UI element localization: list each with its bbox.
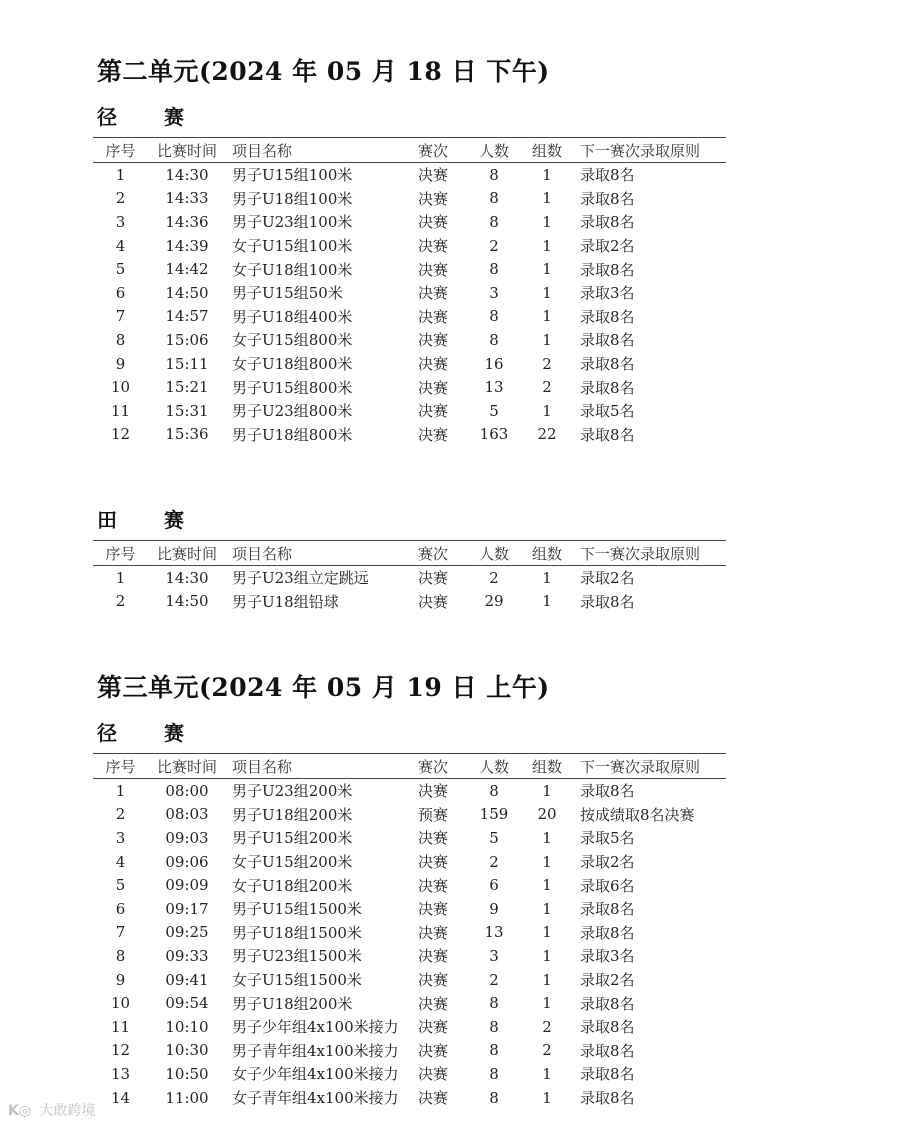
cell-event-name: 男子U18组200米 <box>232 805 353 824</box>
cell-time: 15:06 <box>165 330 209 349</box>
cell-event-name: 女子少年组4x100米接力 <box>232 1065 399 1084</box>
cell-time: 08:03 <box>165 805 209 824</box>
cell-round: 决赛 <box>418 1089 449 1108</box>
cell-time: 14:57 <box>165 307 209 326</box>
table-row <box>93 968 726 992</box>
table-row <box>93 163 726 187</box>
cell-advance-rule: 录取8名 <box>580 331 635 350</box>
cell-time: 15:11 <box>165 354 209 373</box>
table-row <box>93 991 726 1015</box>
cell-groups: 1 <box>542 236 552 255</box>
cell-seq: 2 <box>115 189 126 208</box>
cell-advance-rule: 录取2名 <box>580 853 635 872</box>
cell-round: 决赛 <box>418 994 449 1013</box>
header-event-name: 项目名称 <box>226 541 418 566</box>
table-row <box>93 305 726 329</box>
cell-seq: 9 <box>115 354 126 373</box>
cell-time: 09:09 <box>165 876 209 895</box>
cell-event-name: 女子U15组200米 <box>232 853 353 872</box>
cell-round: 决赛 <box>418 402 449 421</box>
cell-groups: 1 <box>542 946 552 965</box>
table-row <box>93 281 726 305</box>
cell-event-name: 女子青年组4x100米接力 <box>232 1089 399 1108</box>
watermark-logo-icon: K◎ <box>8 1103 32 1119</box>
cell-groups: 2 <box>542 378 552 397</box>
cell-count: 8 <box>489 1017 499 1036</box>
cell-round: 预赛 <box>418 805 449 824</box>
cell-event-name: 男子U23组200米 <box>232 782 353 801</box>
cell-groups: 2 <box>542 1017 552 1036</box>
cell-seq: 1 <box>115 781 126 800</box>
cell-round: 决赛 <box>418 900 449 919</box>
cell-count: 8 <box>489 1088 499 1107</box>
cell-time: 14:36 <box>165 212 209 231</box>
cell-count: 8 <box>489 330 499 349</box>
table-row <box>93 1039 726 1063</box>
cell-event-name: 男子U23组1500米 <box>232 947 362 966</box>
table-row <box>93 944 726 968</box>
cell-seq: 1 <box>115 568 126 587</box>
header-groups: 组数 <box>518 754 576 779</box>
unit2-field-table <box>93 540 726 613</box>
cell-round: 决赛 <box>418 782 449 801</box>
cell-advance-rule: 录取2名 <box>580 237 635 256</box>
cell-time: 15:36 <box>165 425 209 444</box>
unit2-track-title: 径 赛 <box>97 105 204 129</box>
table-row <box>93 375 726 399</box>
cell-event-name: 男子U18组800米 <box>232 425 353 444</box>
cell-seq: 10 <box>110 378 131 397</box>
cell-time: 08:00 <box>165 781 209 800</box>
cell-groups: 1 <box>542 330 552 349</box>
cell-seq: 2 <box>115 805 126 824</box>
cell-count: 8 <box>489 994 499 1013</box>
cell-time: 09:41 <box>165 970 209 989</box>
cell-time: 15:21 <box>165 378 209 397</box>
cell-advance-rule: 录取8名 <box>580 425 635 444</box>
cell-count: 8 <box>489 781 499 800</box>
cell-groups: 1 <box>542 260 552 279</box>
table-row <box>93 590 726 614</box>
cell-count: 8 <box>489 189 499 208</box>
cell-groups: 2 <box>542 354 552 373</box>
header-seq: 序号 <box>93 541 148 566</box>
cell-event-name: 男子U18组100米 <box>232 189 353 208</box>
cell-groups: 2 <box>542 1041 552 1060</box>
cell-groups: 1 <box>542 1088 552 1107</box>
cell-advance-rule: 录取8名 <box>580 213 635 232</box>
watermark-text: 大敢跨境 <box>39 1103 96 1119</box>
cell-round: 决赛 <box>418 853 449 872</box>
cell-advance-rule: 录取5名 <box>580 829 635 848</box>
cell-seq: 7 <box>115 923 126 942</box>
header-round: 赛次 <box>418 541 470 566</box>
cell-groups: 1 <box>542 852 552 871</box>
unit2-title: 第二单元(2024 年 05 月 18 日 下午) <box>97 57 550 86</box>
cell-time: 10:50 <box>165 1064 209 1083</box>
cell-event-name: 男子U15组200米 <box>232 829 353 848</box>
cell-seq: 12 <box>110 1041 131 1060</box>
cell-advance-rule: 录取8名 <box>580 189 635 208</box>
header-advance-rule: 下一赛次录取原则 <box>576 541 726 566</box>
cell-groups: 1 <box>542 307 552 326</box>
cell-groups: 1 <box>542 923 552 942</box>
unit3-track-table <box>93 753 726 1109</box>
cell-round: 决赛 <box>418 829 449 848</box>
cell-round: 决赛 <box>418 166 449 185</box>
cell-event-name: 男子U15组1500米 <box>232 900 362 919</box>
cell-count: 29 <box>484 592 504 611</box>
cell-count: 8 <box>489 1041 499 1060</box>
cell-time: 09:54 <box>165 994 209 1013</box>
cell-seq: 11 <box>110 401 131 420</box>
cell-round: 决赛 <box>418 971 449 990</box>
header-count: 人数 <box>470 138 518 163</box>
cell-count: 16 <box>484 354 504 373</box>
cell-event-name: 男子U18组铅球 <box>232 592 339 611</box>
cell-seq: 11 <box>110 1017 131 1036</box>
unit3-title: 第三单元(2024 年 05 月 19 日 上午) <box>97 673 550 702</box>
table-row <box>93 399 726 423</box>
cell-count: 8 <box>489 1064 499 1083</box>
cell-seq: 3 <box>115 828 126 847</box>
cell-groups: 1 <box>542 401 552 420</box>
cell-event-name: 男子少年组4x100米接力 <box>232 1018 399 1037</box>
header-count: 人数 <box>470 541 518 566</box>
cell-time: 11:00 <box>165 1088 209 1107</box>
cell-groups: 1 <box>542 994 552 1013</box>
cell-round: 决赛 <box>418 923 449 942</box>
cell-event-name: 女子U18组100米 <box>232 260 353 279</box>
cell-round: 决赛 <box>418 947 449 966</box>
cell-advance-rule: 录取2名 <box>580 971 635 990</box>
cell-seq: 8 <box>115 946 126 965</box>
cell-count: 6 <box>489 876 499 895</box>
cell-advance-rule: 录取8名 <box>580 900 635 919</box>
cell-count: 159 <box>479 805 509 824</box>
cell-count: 2 <box>489 236 499 255</box>
cell-groups: 1 <box>542 828 552 847</box>
cell-groups: 20 <box>537 805 557 824</box>
table-row <box>93 826 726 850</box>
cell-seq: 14 <box>110 1088 131 1107</box>
cell-seq: 2 <box>115 592 126 611</box>
cell-event-name: 男子U18组400米 <box>232 307 353 326</box>
cell-seq: 8 <box>115 330 126 349</box>
cell-seq: 4 <box>115 852 126 871</box>
table-row <box>93 1015 726 1039</box>
cell-time: 10:10 <box>165 1017 209 1036</box>
header-groups: 组数 <box>518 138 576 163</box>
cell-groups: 1 <box>542 970 552 989</box>
cell-time: 09:25 <box>165 923 209 942</box>
cell-event-name: 男子U23组800米 <box>232 402 353 421</box>
cell-count: 8 <box>489 212 499 231</box>
header-time: 比赛时间 <box>148 754 226 779</box>
cell-seq: 6 <box>115 283 126 302</box>
cell-round: 决赛 <box>418 189 449 208</box>
cell-round: 决赛 <box>418 876 449 895</box>
header-time: 比赛时间 <box>148 541 226 566</box>
cell-event-name: 男子U18组1500米 <box>232 923 362 942</box>
cell-time: 14:30 <box>165 568 209 587</box>
cell-round: 决赛 <box>418 569 449 588</box>
cell-round: 决赛 <box>418 592 449 611</box>
table-header-row <box>93 541 726 566</box>
cell-event-name: 女子U18组200米 <box>232 876 353 895</box>
cell-time: 09:06 <box>165 852 209 871</box>
cell-count: 2 <box>489 970 499 989</box>
cell-seq: 13 <box>110 1064 131 1083</box>
cell-round: 决赛 <box>418 284 449 303</box>
cell-event-name: 男子U23组100米 <box>232 213 353 232</box>
cell-count: 13 <box>484 923 504 942</box>
table-row <box>93 210 726 234</box>
cell-advance-rule: 录取6名 <box>580 876 635 895</box>
cell-groups: 1 <box>542 212 552 231</box>
cell-time: 09:03 <box>165 828 209 847</box>
unit2-track-table <box>93 137 726 446</box>
cell-groups: 1 <box>542 568 552 587</box>
table-row <box>93 897 726 921</box>
cell-seq: 1 <box>115 165 126 184</box>
header-round: 赛次 <box>418 754 470 779</box>
cell-event-name: 女子U15组800米 <box>232 331 353 350</box>
table-row <box>93 803 726 827</box>
cell-count: 5 <box>489 401 499 420</box>
header-seq: 序号 <box>93 754 148 779</box>
table-row <box>93 850 726 874</box>
cell-advance-rule: 录取5名 <box>580 402 635 421</box>
cell-time: 14:39 <box>165 236 209 255</box>
cell-advance-rule: 录取8名 <box>580 1089 635 1108</box>
cell-time: 14:33 <box>165 189 209 208</box>
table-row <box>93 257 726 281</box>
cell-advance-rule: 录取8名 <box>580 923 635 942</box>
cell-advance-rule: 录取8名 <box>580 1065 635 1084</box>
cell-groups: 1 <box>542 283 552 302</box>
cell-count: 3 <box>489 283 499 302</box>
header-seq: 序号 <box>93 138 148 163</box>
cell-seq: 3 <box>115 212 126 231</box>
cell-seq: 5 <box>115 260 126 279</box>
cell-advance-rule: 录取8名 <box>580 260 635 279</box>
table-row <box>93 423 726 447</box>
cell-advance-rule: 录取8名 <box>580 166 635 185</box>
cell-groups: 1 <box>542 592 552 611</box>
cell-seq: 7 <box>115 307 126 326</box>
header-advance-rule: 下一赛次录取原则 <box>576 138 726 163</box>
cell-round: 决赛 <box>418 213 449 232</box>
cell-seq: 6 <box>115 899 126 918</box>
cell-groups: 1 <box>542 781 552 800</box>
header-round: 赛次 <box>418 138 470 163</box>
cell-count: 8 <box>489 260 499 279</box>
cell-time: 10:30 <box>165 1041 209 1060</box>
cell-advance-rule: 录取2名 <box>580 569 635 588</box>
table-row <box>93 566 726 590</box>
cell-time: 14:50 <box>165 592 209 611</box>
cell-round: 决赛 <box>418 237 449 256</box>
cell-round: 决赛 <box>418 1041 449 1060</box>
header-time: 比赛时间 <box>148 138 226 163</box>
cell-groups: 1 <box>542 876 552 895</box>
cell-advance-rule: 录取8名 <box>580 355 635 374</box>
cell-advance-rule: 录取3名 <box>580 947 635 966</box>
cell-event-name: 男子U15组50米 <box>232 284 343 303</box>
cell-count: 5 <box>489 828 499 847</box>
cell-time: 14:42 <box>165 260 209 279</box>
cell-advance-rule: 录取3名 <box>580 284 635 303</box>
cell-round: 决赛 <box>418 355 449 374</box>
cell-round: 决赛 <box>418 425 449 444</box>
cell-count: 9 <box>489 899 499 918</box>
cell-round: 决赛 <box>418 331 449 350</box>
cell-seq: 9 <box>115 970 126 989</box>
cell-time: 09:33 <box>165 946 209 965</box>
header-groups: 组数 <box>518 541 576 566</box>
cell-event-name: 女子U15组1500米 <box>232 971 362 990</box>
cell-time: 14:50 <box>165 283 209 302</box>
cell-groups: 1 <box>542 899 552 918</box>
cell-event-name: 男子青年组4x100米接力 <box>232 1041 399 1060</box>
cell-seq: 5 <box>115 876 126 895</box>
cell-count: 3 <box>489 946 499 965</box>
cell-seq: 12 <box>110 425 131 444</box>
cell-event-name: 男子U15组100米 <box>232 166 353 185</box>
cell-seq: 4 <box>115 236 126 255</box>
table-row <box>93 873 726 897</box>
cell-advance-rule: 录取8名 <box>580 782 635 801</box>
cell-advance-rule: 按成绩取8名决赛 <box>580 805 695 824</box>
cell-time: 14:30 <box>165 165 209 184</box>
cell-time: 09:17 <box>165 899 209 918</box>
cell-count: 163 <box>479 425 509 444</box>
unit3-track-title: 径 赛 <box>97 721 204 745</box>
cell-advance-rule: 录取8名 <box>580 1018 635 1037</box>
cell-count: 8 <box>489 165 499 184</box>
unit2-field-title: 田 赛 <box>97 508 204 532</box>
cell-count: 8 <box>489 307 499 326</box>
cell-count: 2 <box>489 852 499 871</box>
cell-groups: 1 <box>542 189 552 208</box>
cell-advance-rule: 录取8名 <box>580 1041 635 1060</box>
table-row <box>93 921 726 945</box>
cell-event-name: 男子U18组200米 <box>232 994 353 1013</box>
table-row <box>93 1086 726 1110</box>
table-row <box>93 234 726 258</box>
cell-round: 决赛 <box>418 1065 449 1084</box>
cell-advance-rule: 录取8名 <box>580 994 635 1013</box>
table-header-row <box>93 754 726 779</box>
table-row <box>93 328 726 352</box>
cell-advance-rule: 录取8名 <box>580 378 635 397</box>
table-row <box>93 187 726 211</box>
watermark <box>8 1100 96 1120</box>
cell-event-name: 男子U15组800米 <box>232 378 353 397</box>
header-count: 人数 <box>470 754 518 779</box>
table-row <box>93 779 726 803</box>
table-header-row <box>93 138 726 163</box>
table-row <box>93 1062 726 1086</box>
cell-groups: 22 <box>537 425 557 444</box>
cell-event-name: 女子U15组100米 <box>232 237 353 256</box>
cell-round: 决赛 <box>418 1018 449 1037</box>
cell-groups: 1 <box>542 1064 552 1083</box>
cell-count: 2 <box>489 568 499 587</box>
header-event-name: 项目名称 <box>226 138 418 163</box>
cell-groups: 1 <box>542 165 552 184</box>
table-row <box>93 352 726 376</box>
header-event-name: 项目名称 <box>226 754 418 779</box>
cell-round: 决赛 <box>418 307 449 326</box>
cell-time: 15:31 <box>165 401 209 420</box>
cell-seq: 10 <box>110 994 131 1013</box>
cell-round: 决赛 <box>418 378 449 397</box>
cell-event-name: 男子U23组立定跳远 <box>232 569 369 588</box>
cell-advance-rule: 录取8名 <box>580 307 635 326</box>
cell-advance-rule: 录取8名 <box>580 592 635 611</box>
cell-round: 决赛 <box>418 260 449 279</box>
header-advance-rule: 下一赛次录取原则 <box>576 754 726 779</box>
cell-event-name: 女子U18组800米 <box>232 355 353 374</box>
cell-count: 13 <box>484 378 504 397</box>
